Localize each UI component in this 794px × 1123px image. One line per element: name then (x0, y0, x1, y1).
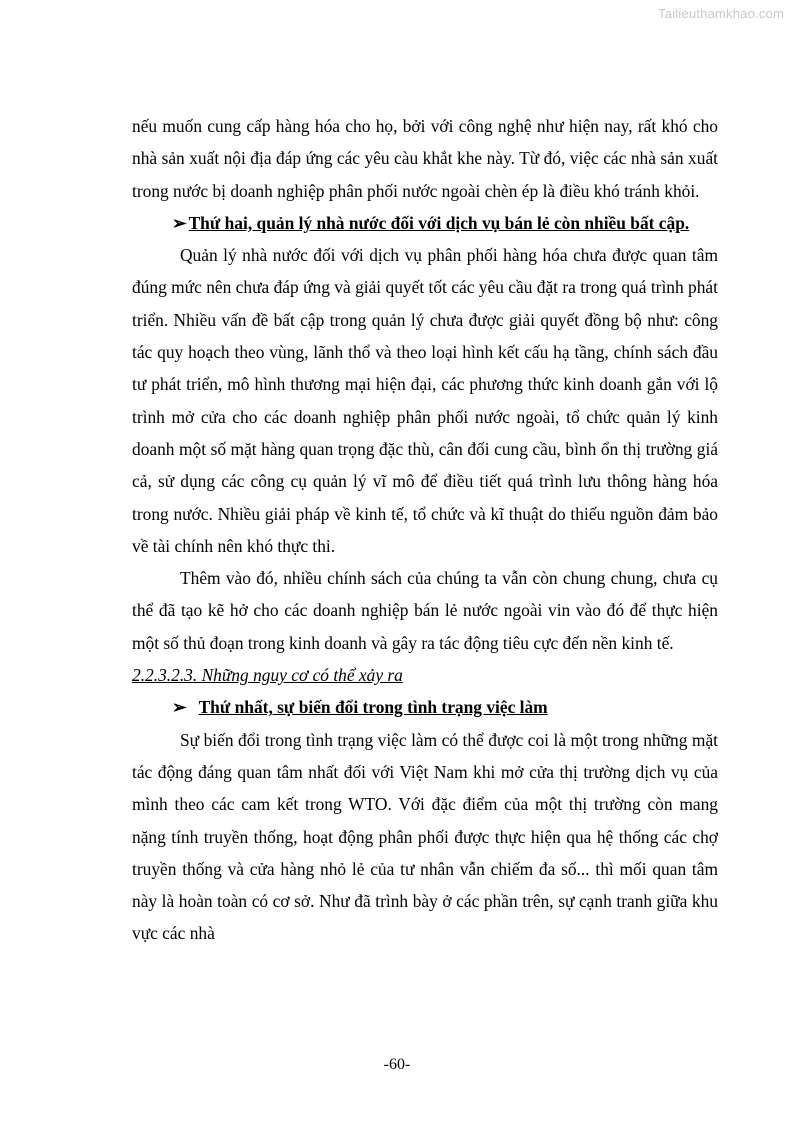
page-content (132, 110, 718, 950)
paragraph-3: Thêm vào đó, nhiều chính sách của chúng ta vẫn còn chung chung, chưa cụ thể đã tạo kẽ hở cho các doanh nghiệp bán lẻ nước ngoài vin vào đó để thực hiện một số thủ đoạn trong kinh doanh và gây ra tác động tiêu cực đến nền kinh tế. (132, 568, 718, 653)
heading-second-point (132, 207, 718, 239)
section-title: 2.2.3.2.3. Những nguy cơ có thể xảy ra (132, 665, 403, 686)
arrow-bullet-icon: ➢ (172, 697, 187, 718)
watermark: Tailieuthamkhao.com (658, 6, 784, 21)
heading-first-point (132, 691, 718, 723)
heading-text: Thứ hai, quản lý nhà nước đối với dịch vụ bán lẻ còn nhiều bất cập. (188, 212, 690, 233)
page-number: -60- (383, 1056, 411, 1073)
arrow-bullet-icon: ➢ (172, 212, 187, 233)
paragraph-1: nếu muốn cung cấp hàng hóa cho họ, bởi với công nghệ như hiện nay, rất khó cho nhà sản xuất nội địa đáp ứng các yêu càu khắt khe này. Từ đó, việc các nhà sản xuất trong nước bị doanh nghiệp phân phối nước ngoài chèn ép là điều khó tránh khỏi. (132, 116, 718, 201)
heading-text: Thứ nhất, sự biến đổi trong tình trạng việc làm (198, 697, 548, 718)
paragraph-2: Quản lý nhà nước đối với dịch vụ phân phối hàng hóa chưa được quan tâm đúng mức nên chưa đáp ứng và giải quyết tốt các yêu cầu đặt ra trong quá trình phát triển. Nhiều vấn đề bất cập trong quản lý chưa được giải quyết đồng bộ như: công tác quy hoạch theo vùng, lãnh thổ và theo loại hình kết cấu hạ tầng, chính sách đầu tư phát triển, mô hình thương mại hiện đại, các phương thức kinh doanh gắn với lộ trình mở cửa cho các doanh nghiệp phân phối nước ngoài, tổ chức quản lý kinh doanh một số mặt hàng quan trọng đặc thù, cân đối cung cầu, bình ổn thị trường giá cả, sử dụng các công cụ quản lý vĩ mô để điều tiết quá trình lưu thông hàng hóa trong nước. Nhiều giải pháp về kinh tế, tổ chức và kĩ thuật do thiếu nguồn đảm bảo về tài chính nên khó thực thi. (132, 245, 718, 556)
paragraph-4: Sự biến đổi trong tình trạng việc làm có thể được coi là một trong những mặt tác động đáng quan tâm nhất đối với Việt Nam khi mở cửa thị trường dịch vụ của mình theo các cam kết trong WTO. Với đặc điểm của một thị trường còn mang nặng tính truyền thống, hoạt động phân phối được thực hiện qua hệ thống các chợ truyền thống và cửa hàng nhỏ lẻ của tư nhân vẫn chiếm đa số... thì mối quan tâm này là hoàn toàn có cơ sở. Như đã trình bày ở các phần trên, sự cạnh tranh giữa khu vực các nhà (132, 729, 718, 944)
